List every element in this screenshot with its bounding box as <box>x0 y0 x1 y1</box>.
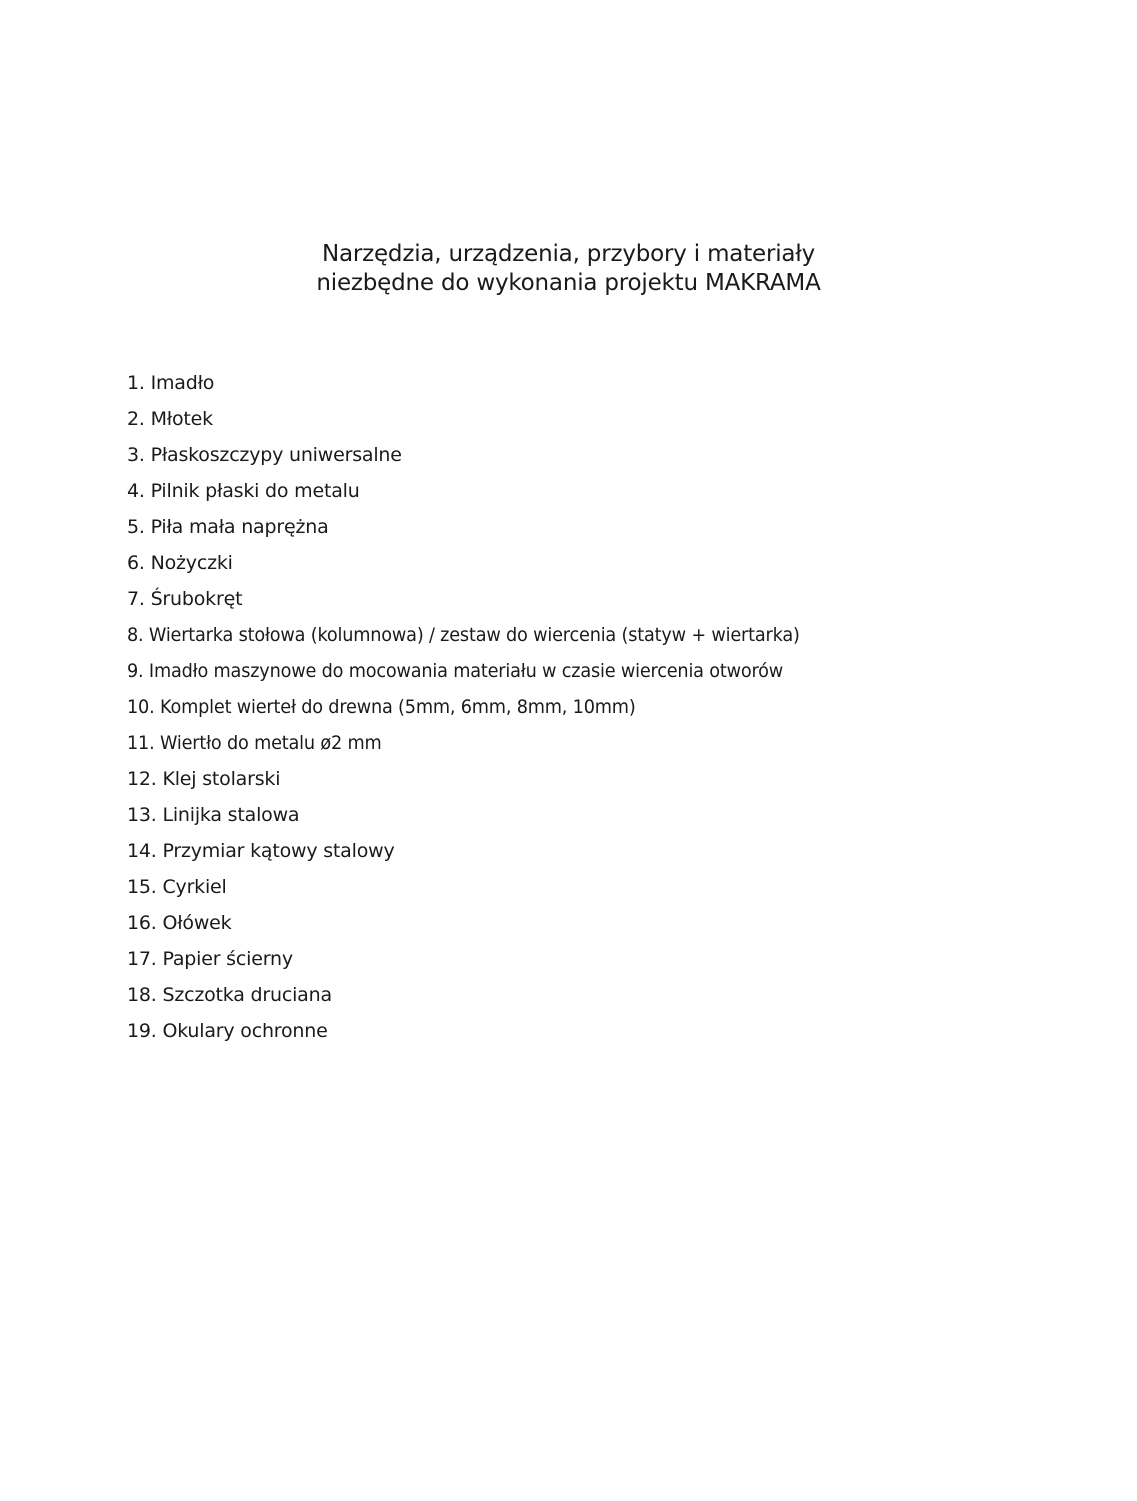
title-line-2: niezbędne do wykonania projektu MAKRAMA <box>316 270 821 296</box>
list-item-text: 9. Imadło maszynowe do mocowania materiału w czasie wiercenia otworów <box>127 660 784 682</box>
list-item-text: 7. Śrubokręt <box>127 588 243 610</box>
list-item-text: 18. Szczotka druciana <box>127 984 332 1006</box>
list-item <box>127 873 850 909</box>
list-item-text: 16. Ołówek <box>127 912 232 934</box>
list-item <box>127 513 850 549</box>
list-item <box>127 549 850 585</box>
list-item-text: 10. Komplet wierteł do drewna (5mm, 6mm, 8mm, 10mm) <box>127 696 636 718</box>
list-item-text: 17. Papier ścierny <box>127 948 293 970</box>
list-item-text: 14. Przymiar kątowy stalowy <box>127 840 395 862</box>
list-item <box>127 909 850 945</box>
list-item <box>127 981 850 1017</box>
tools-list <box>127 369 850 1053</box>
list-item <box>127 693 850 729</box>
list-item <box>127 477 850 513</box>
list-item <box>127 585 850 621</box>
list-item-text: 8. Wiertarka stołowa (kolumnowa) / zestaw do wiercenia (statyw + wiertarka) <box>127 624 800 646</box>
list-item <box>127 729 850 765</box>
list-item-text: 5. Piła mała naprężna <box>127 516 329 538</box>
list-item <box>127 1017 850 1053</box>
list-item <box>127 369 850 405</box>
list-item <box>127 621 850 657</box>
list-item <box>127 657 850 693</box>
title-line-1: Narzędzia, urządzenia, przybory i materiały <box>321 241 816 267</box>
list-item <box>127 837 850 873</box>
list-item-text: 13. Linijka stalowa <box>127 804 300 826</box>
list-item-text: 4. Pilnik płaski do metalu <box>127 480 360 502</box>
list-item-text: 15. Cyrkiel <box>127 876 227 898</box>
list-item-text: 12. Klej stolarski <box>127 768 281 790</box>
list-item <box>127 405 850 441</box>
list-item <box>127 441 850 477</box>
list-item-text: 1. Imadło <box>127 372 215 394</box>
list-item <box>127 801 850 837</box>
document-title <box>0 240 1137 298</box>
list-item <box>127 945 850 981</box>
list-item-text: 2. Młotek <box>127 408 213 430</box>
list-item-text: 11. Wiertło do metalu ø2 mm <box>127 732 382 754</box>
list-item-text: 19. Okulary ochronne <box>127 1020 328 1042</box>
list-item <box>127 765 850 801</box>
list-item-text: 6. Nożyczki <box>127 552 233 574</box>
list-item-text: 3. Płaskoszczypy uniwersalne <box>127 444 402 466</box>
